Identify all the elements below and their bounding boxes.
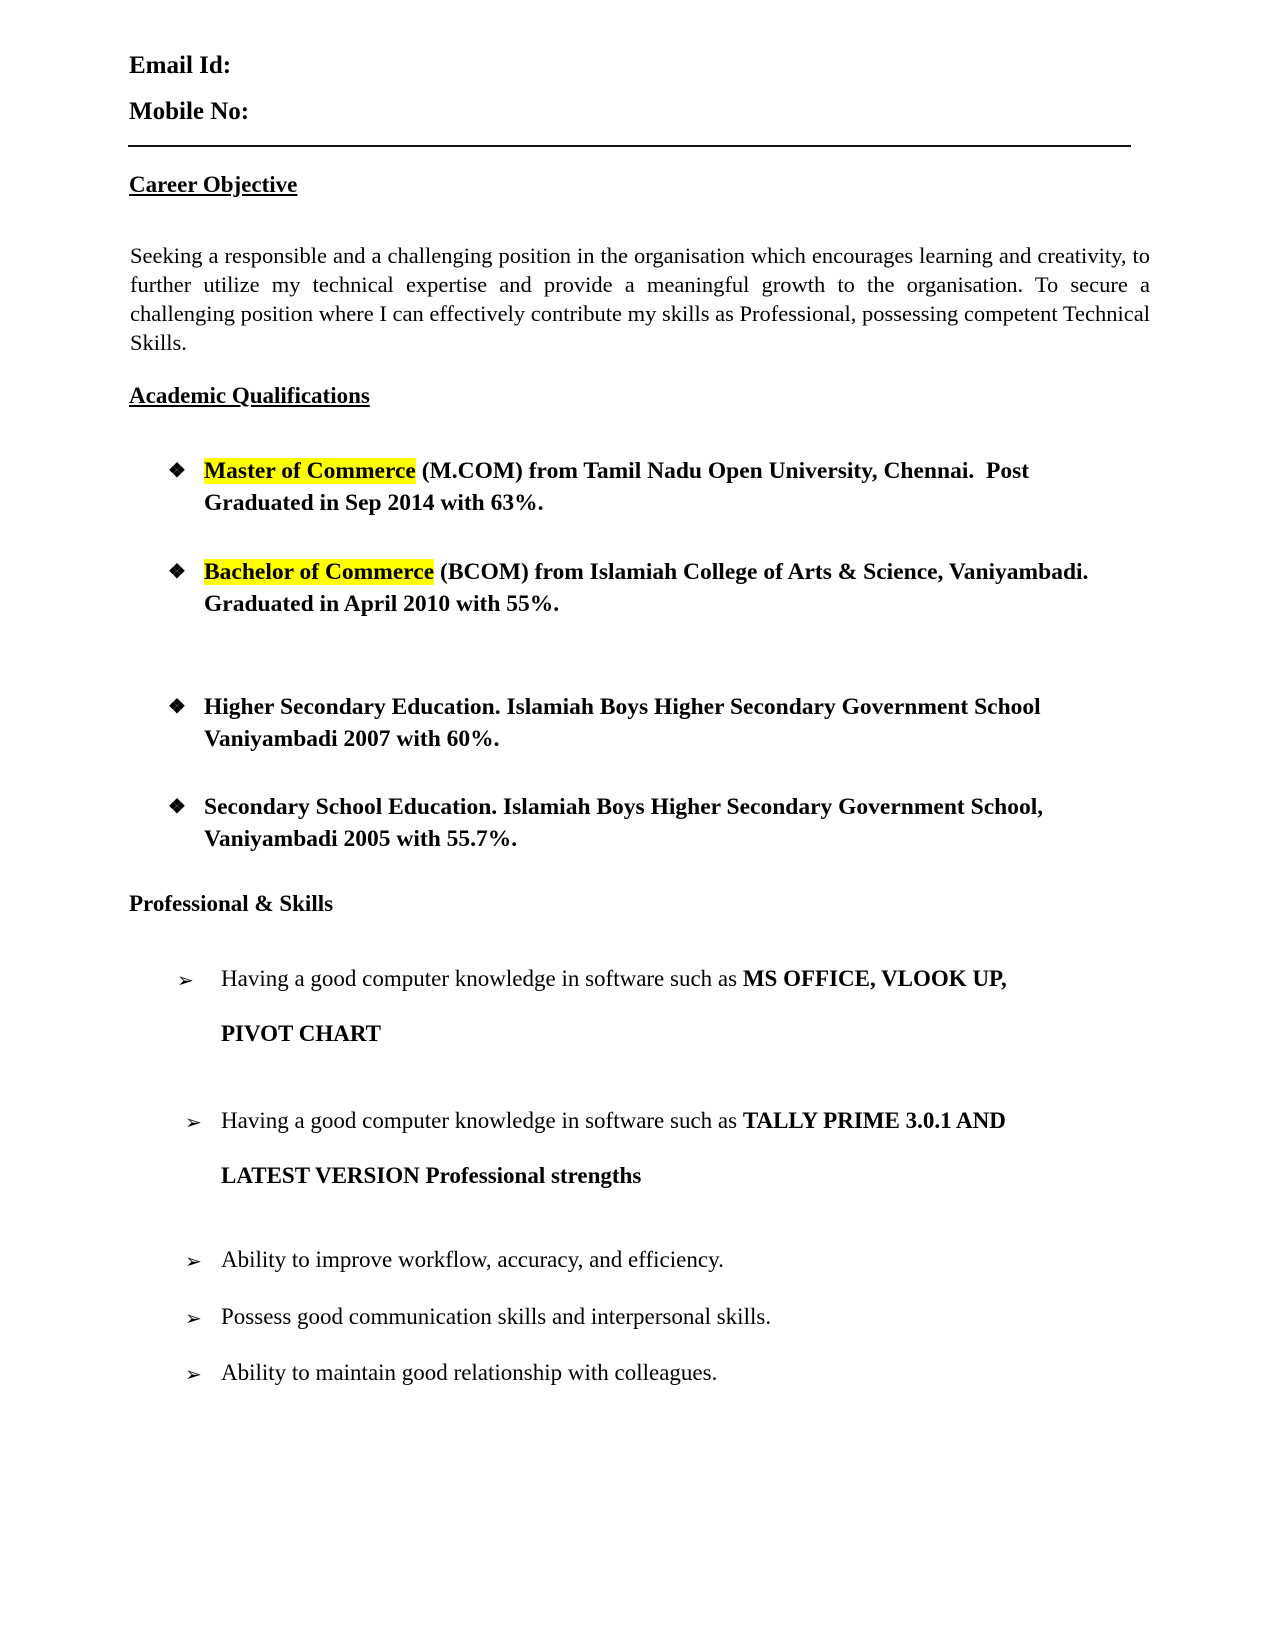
arrow-bullet-icon: ➢ xyxy=(185,1364,202,1386)
diamond-bullet-icon: ❖ xyxy=(168,696,186,718)
email-label: Email Id: xyxy=(129,52,232,79)
arrow-bullet-icon: ➢ xyxy=(185,1112,202,1134)
diamond-bullet-icon: ❖ xyxy=(168,460,186,482)
skill-bold-line2: PIVOT CHART xyxy=(221,1021,381,1046)
arrow-bullet-icon: ➢ xyxy=(177,970,194,992)
degree-details: (BCOM) from Islamiah College of Arts & Science, Vaniyambadi. xyxy=(434,559,1089,585)
diamond-bullet-icon: ❖ xyxy=(168,796,186,818)
header-divider xyxy=(128,145,1131,147)
arrow-bullet-icon: ➢ xyxy=(185,1251,202,1273)
mobile-label: Mobile No: xyxy=(129,98,250,125)
degree-highlight: Master of Commerce xyxy=(204,458,416,484)
school-result: Vaniyambadi 2005 with 55.7%. xyxy=(204,826,518,852)
skills-heading: Professional & Skills xyxy=(129,891,334,916)
degree-graduation: Graduated in April 2010 with 55%. xyxy=(204,591,560,617)
skill-text: Possess good communication skills and interpersonal skills. xyxy=(221,1304,772,1329)
degree-graduation: Graduated in Sep 2014 with 63%. xyxy=(204,490,544,516)
degree-highlight: Bachelor of Commerce xyxy=(204,559,435,585)
school-line: Secondary School Education. Islamiah Boys Higher Secondary Government School, xyxy=(204,794,1044,820)
degree-details: (M.COM) from Tamil Nadu Open University, Chennai. Post xyxy=(415,458,1030,484)
career-objective-text: Seeking a responsible and a challenging position in the organisation which encourages learning and creativity, to further utilize my technical expertise and provide a meaningful growth to the organisation. To secure a challenging position where I can effectively contribute my skills as Professional, possessing competent Technical Skills. xyxy=(130,243,1150,355)
skill-bold: MS OFFICE, VLOOK UP, xyxy=(742,966,1007,991)
career-objective-heading: Career Objective xyxy=(129,172,298,197)
skill-text: Ability to improve workflow, accuracy, and efficiency. xyxy=(221,1247,724,1272)
arrow-bullet-icon: ➢ xyxy=(185,1308,202,1330)
skill-text: Having a good computer knowledge in software such as xyxy=(221,1108,743,1133)
diamond-bullet-icon: ❖ xyxy=(168,561,186,583)
skill-bold: TALLY PRIME 3.0.1 AND xyxy=(742,1108,1006,1133)
school-line: Higher Secondary Education. Islamiah Boys Higher Secondary Government School xyxy=(204,694,1041,720)
school-result: Vaniyambadi 2007 with 60%. xyxy=(204,726,500,752)
academic-heading: Academic Qualifications xyxy=(129,383,370,408)
skill-bold-line2: LATEST VERSION Professional strengths xyxy=(221,1163,642,1188)
skill-text: Ability to maintain good relationship with colleagues. xyxy=(221,1360,718,1385)
skill-text: Having a good computer knowledge in software such as xyxy=(221,966,743,991)
